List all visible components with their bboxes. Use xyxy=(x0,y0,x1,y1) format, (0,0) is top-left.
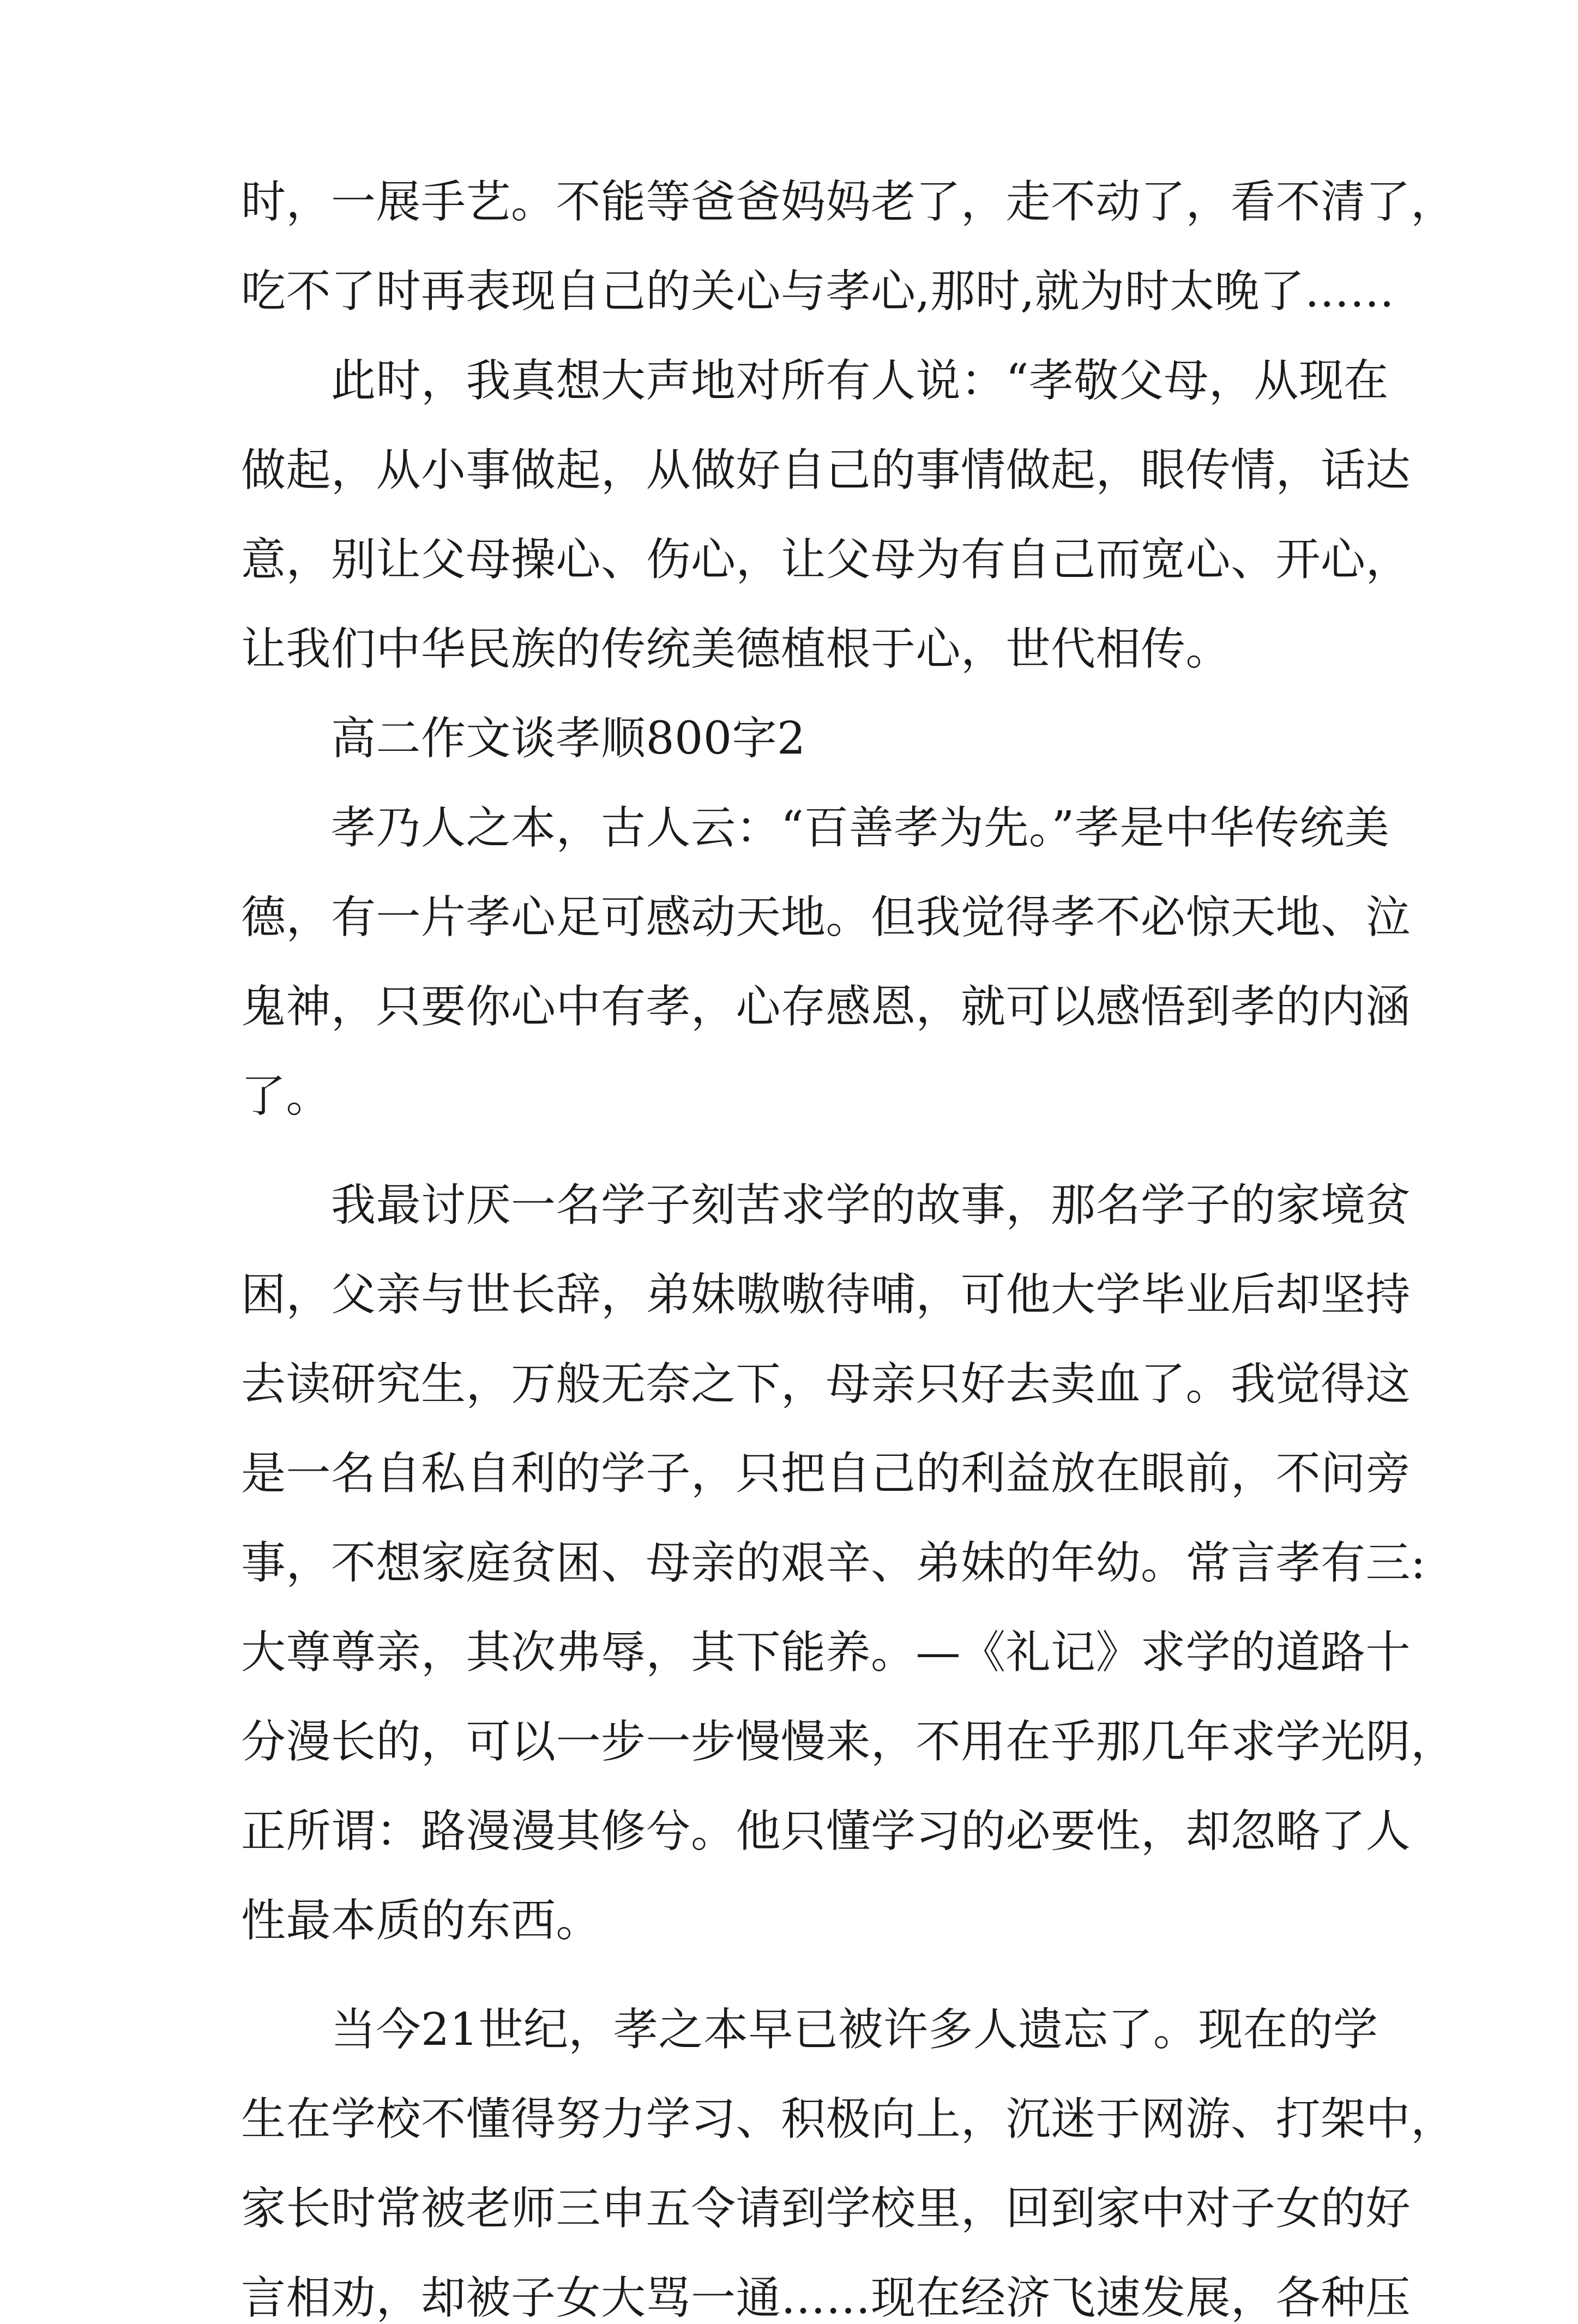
text-line: 生在学校不懂得努力学习、积极向上，沉迷于网游、打架中， xyxy=(241,2093,1456,2145)
text-line: 做起，从小事做起，从做好自己的事情做起，眼传情，话达 xyxy=(241,444,1411,496)
text-line: 正所谓：路漫漫其修兮。他只懂学习的必要性，却忽略了人 xyxy=(241,1805,1411,1857)
text-line: 鬼神，只要你心中有孝，心存感恩，就可以感悟到孝的内涵 xyxy=(241,981,1411,1033)
text-line: 吃不了时再表现自己的关心与孝心,那时,就为时太晚了…… xyxy=(241,266,1395,317)
paragraph-start: 此时，我真想大声地对所有人说：“孝敬父母，从现在 xyxy=(331,355,1389,407)
text-line: 时，一展手艺。不能等爸爸妈妈老了，走不动了，看不清了， xyxy=(241,176,1456,228)
text-line: 去读研究生，万般无奈之下，母亲只好去卖血了。我觉得这 xyxy=(241,1358,1411,1410)
text-line: 分漫长的，可以一步一步慢慢来，不用在乎那几年求学光阴， xyxy=(241,1716,1456,1768)
text-line: 性最本质的东西。 xyxy=(241,1895,601,1947)
paragraph-start: 孝乃人之本，古人云：“百善孝为先。”孝是中华传统美 xyxy=(331,802,1390,854)
text-line: 德，有一片孝心足可感动天地。但我觉得孝不必惊天地、泣 xyxy=(241,892,1411,943)
text-line: 意，别让父母操心、伤心，让父母为有自己而宽心、开心， xyxy=(241,534,1411,586)
paragraph-start: 当今21世纪，孝之本早已被许多人遗忘了。现在的学 xyxy=(331,2004,1378,2056)
text-line: 让我们中华民族的传统美德植根于心，世代相传。 xyxy=(241,623,1231,675)
text-line: 言相劝，却被子女大骂一通……现在经济飞速发展，各种压 xyxy=(241,2272,1411,2324)
text-line: 了。 xyxy=(241,1070,332,1122)
text-line: 事，不想家庭贫困、母亲的艰辛、弟妹的年幼。常言孝有三: xyxy=(241,1537,1426,1589)
text-line: 是一名自私自利的学子，只把自己的利益放在眼前，不问旁 xyxy=(241,1448,1411,1500)
section-heading: 高二作文谈孝顺800字2 xyxy=(331,713,806,764)
text-line: 大尊尊亲，其次弗辱，其下能养。—《礼记》求学的道路十 xyxy=(241,1627,1411,1678)
paragraph-start: 我最讨厌一名学子刻苦求学的故事，那名学子的家境贫 xyxy=(331,1179,1411,1231)
text-line: 家长时常被老师三申五令请到学校里，回到家中对子女的好 xyxy=(241,2183,1411,2235)
text-line: 困，父亲与世长辞，弟妹嗷嗷待哺，可他大学毕业后却坚持 xyxy=(241,1269,1411,1321)
